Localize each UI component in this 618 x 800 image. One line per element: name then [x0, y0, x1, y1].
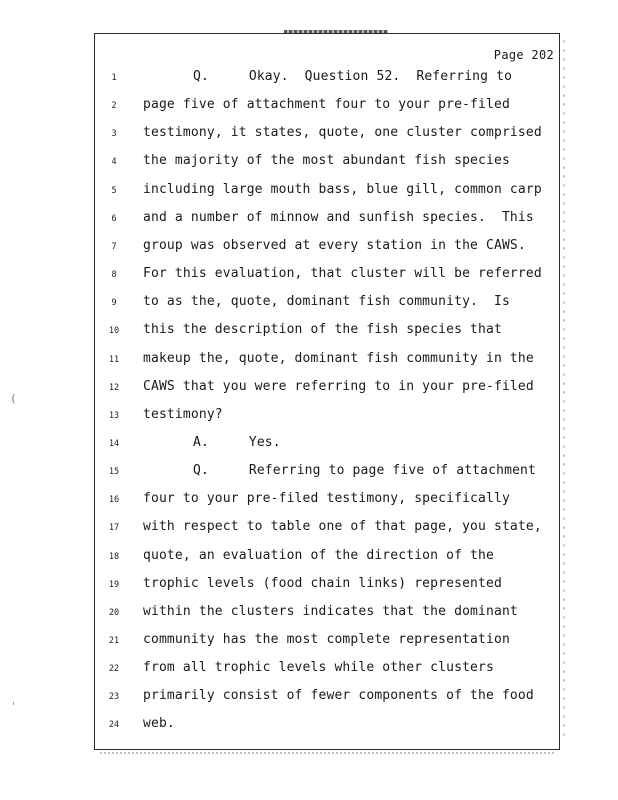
transcript-line — [0, 575, 560, 603]
line-text: this the description of the fish species that — [143, 322, 502, 338]
transcript-line — [0, 350, 560, 378]
scan-artifact-right-edge — [563, 40, 565, 740]
transcript-line — [0, 96, 560, 124]
line-text: page five of attachment four to your pre-filed — [143, 97, 510, 113]
line-number: 21 — [108, 636, 120, 646]
line-number: 22 — [108, 664, 120, 675]
line-number: 18 — [108, 551, 120, 562]
scan-speck-left: ( — [10, 392, 17, 405]
line-number: 17 — [108, 523, 120, 534]
line-text: CAWS that you were referring to in your pre-filed — [143, 378, 534, 394]
transcript-line — [0, 406, 560, 434]
line-number: 5 — [111, 185, 117, 196]
line-number: 20 — [108, 607, 120, 618]
line-text: four to your pre-filed testimony, specifically — [143, 491, 510, 507]
line-number: 11 — [108, 354, 120, 365]
line-number: 15 — [108, 467, 120, 478]
line-number: 23 — [108, 692, 120, 703]
transcript-line — [0, 209, 560, 237]
transcript-line — [0, 124, 560, 152]
line-text: to as the, quote, dominant fish community. Is — [143, 294, 510, 310]
line-text: testimony? — [143, 406, 223, 422]
transcript-line — [0, 237, 560, 265]
line-number: 8 — [111, 270, 117, 281]
line-number: 2 — [111, 101, 117, 112]
transcript-line — [0, 181, 560, 209]
transcript-line — [0, 68, 560, 96]
line-text: with respect to table one of that page, you state, — [143, 519, 542, 535]
transcript-line — [0, 378, 560, 406]
line-number: 1 — [111, 73, 117, 83]
line-number: 4 — [111, 157, 117, 168]
transcript-line — [0, 490, 560, 518]
transcript-line — [0, 687, 560, 715]
line-text: group was observed at every station in the CAWS. — [143, 237, 526, 253]
transcript-line — [0, 518, 560, 546]
line-text: makeup the, quote, dominant fish community in the — [143, 350, 534, 366]
transcript-line — [0, 715, 560, 743]
page-number: Page 202 — [493, 48, 554, 62]
line-number: 10 — [108, 326, 120, 337]
line-number: 12 — [108, 382, 120, 393]
transcript-line — [0, 659, 560, 687]
line-number: 3 — [111, 129, 117, 140]
line-text: A. Yes. — [193, 434, 281, 450]
line-text: web. — [143, 716, 175, 732]
line-text: For this evaluation, that cluster will be referred — [143, 266, 542, 282]
transcript-line — [0, 631, 560, 659]
line-number: 16 — [108, 495, 120, 506]
scan-artifact-bottom — [100, 752, 555, 754]
line-text: including large mouth bass, blue gill, common carp — [143, 181, 542, 197]
line-number: 6 — [111, 213, 117, 224]
scan-speck-left-lower: ˈ — [10, 700, 17, 713]
line-text: primarily consist of fewer components of the food — [143, 688, 534, 704]
line-text: within the clusters indicates that the dominant — [143, 603, 518, 619]
transcript-line — [0, 265, 560, 293]
line-text: quote, an evaluation of the direction of the — [143, 547, 494, 563]
line-number: 19 — [108, 579, 120, 590]
transcript-line — [0, 152, 560, 180]
line-text: Q. Okay. Question 52. Referring to — [193, 69, 513, 84]
transcript-line — [0, 293, 560, 321]
line-number: 9 — [111, 298, 117, 309]
line-text: community has the most complete representation — [143, 632, 510, 647]
transcript-line — [0, 462, 560, 490]
line-text: testimony, it states, quote, one cluster comprised — [143, 125, 542, 141]
transcript-line — [0, 434, 560, 462]
line-text: the majority of the most abundant fish species — [143, 153, 510, 169]
line-text: from all trophic levels while other clusters — [143, 660, 494, 676]
line-number: 7 — [111, 241, 117, 252]
line-text: trophic levels (food chain links) represented — [143, 575, 502, 591]
line-text: and a number of minnow and sunfish species. This — [143, 209, 534, 225]
transcript-line — [0, 547, 560, 575]
transcript-line — [0, 321, 560, 349]
line-number: 13 — [108, 410, 120, 421]
line-text: Q. Referring to page five of attachment — [193, 463, 536, 479]
transcript-line — [0, 603, 560, 631]
line-number: 24 — [108, 720, 120, 731]
line-number: 14 — [108, 438, 120, 449]
